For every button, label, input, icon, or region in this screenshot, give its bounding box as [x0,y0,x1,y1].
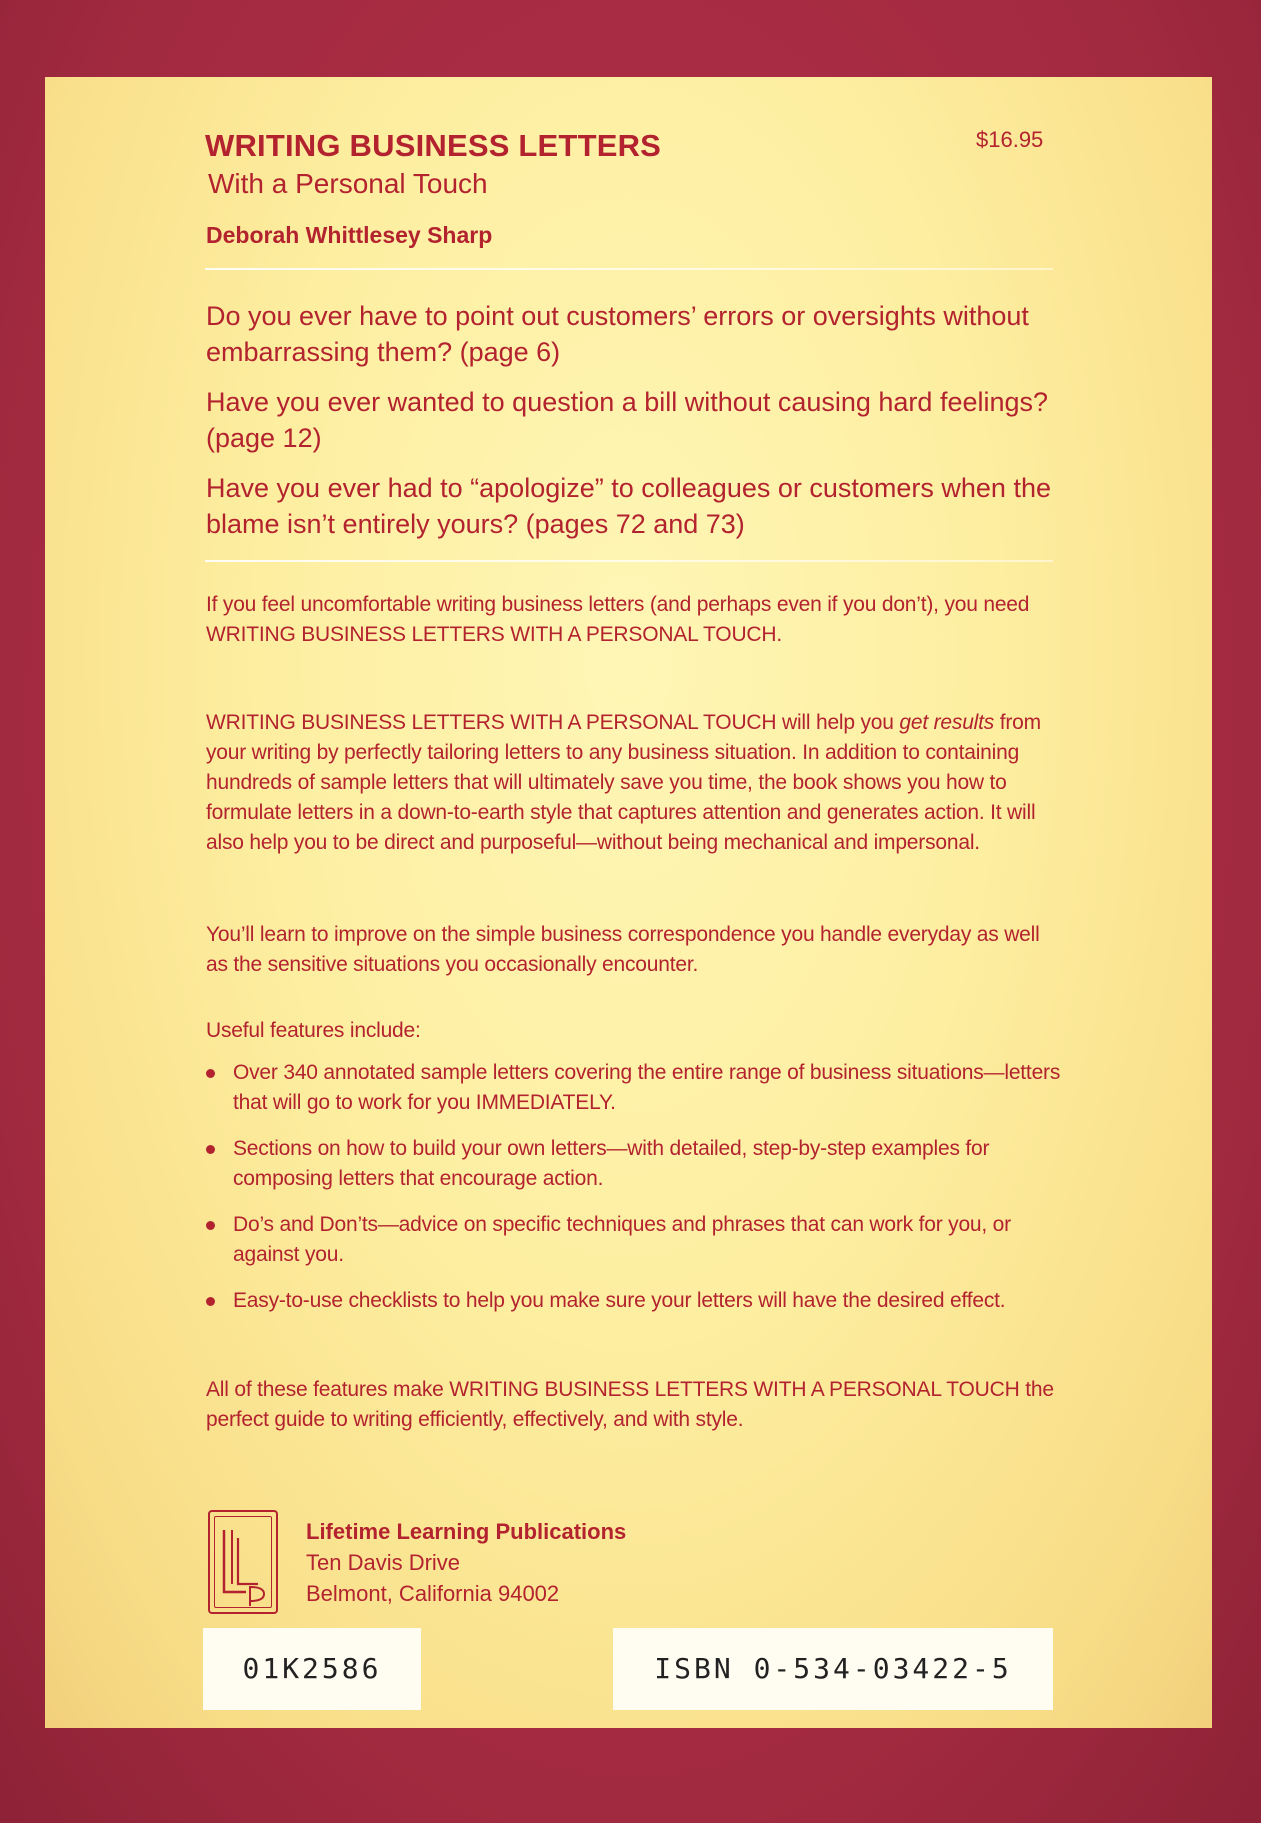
question-item: Have you ever wanted to question a bill without causing hard feelings? (page 12) [206,387,1049,453]
description-text-end: from your writing by perfectly tailoring letters to any business situation. In addition to containing hundreds of sample letters that will ultimately save you time, the book shows you how to formulate letters in a down-to-earth style that captures attention and generates action. It will also help you to be direct and purposeful—without being mechanical and impersonal. [206,711,1041,854]
bullet-icon [206,1145,215,1154]
divider-top [205,268,1053,270]
author-name: Deborah Whittlesey Sharp [206,222,493,248]
bullet-icon [206,1069,215,1078]
bullet-icon [206,1221,215,1230]
feature-text: Over 340 annotated sample letters covering the entire range of business situations—letters that will go to work for you IMMEDIATELY. [233,1061,1061,1114]
stock-code-label [203,1628,421,1710]
feature-item [206,1210,1066,1270]
intro-paragraph: If you feel uncomfortable writing business letters (and perhaps even if you don’t), you need WRITING BUSINESS LETTERS WITH A PERSONAL TOUCH. [206,593,1030,646]
publisher-address-line2: Belmont, California 94002 [306,1581,560,1606]
feature-item [206,1134,1066,1194]
isbn-label [613,1628,1053,1710]
feature-text: Easy-to-use checklists to help you make sure your letters will have the desired effect. [233,1289,1006,1312]
book-subtitle: With a Personal Touch [208,168,488,199]
publisher-name: Lifetime Learning Publications [306,1519,627,1544]
publisher-info [306,1516,626,1609]
isbn-text: ISBN 0-534-03422-5 [654,1652,1012,1685]
feature-item [206,1058,1066,1118]
price-tag: $16.95 [976,127,1044,152]
question-item: Do you ever have to point out customers’ errors or oversights without embarrassing them? (page 6) [206,301,1029,367]
learning-paragraph: You’ll learn to improve on the simple business correspondence you handle everyday as well as the sensitive situations you occasionally encounter. [206,923,1040,976]
description-text-start: WRITING BUSINESS LETTERS WITH A PERSONAL TOUCH will help you [206,711,900,734]
book-title: WRITING BUSINESS LETTERS [205,128,662,163]
question-item: Have you ever had to “apologize” to colleagues or customers when the blame isn’t entirely yours? (pages 72 and 73) [206,473,1051,539]
description-emphasis: get results [899,711,995,734]
stock-code-text: 01K2586 [242,1652,382,1685]
description-paragraph [206,708,1066,858]
bullet-icon [206,1297,215,1306]
publisher-address-line1: Ten Davis Drive [306,1550,461,1575]
feature-text: Sections on how to build your own letters—with detailed, step-by-step examples for composing letters that encourage action. [233,1137,990,1190]
features-intro: Useful features include: [206,1019,421,1042]
feature-item [206,1286,1066,1316]
publisher-logo-icon [208,1510,278,1614]
llp-monogram-icon [210,1512,280,1616]
closing-paragraph: All of these features make WRITING BUSINESS LETTERS WITH A PERSONAL TOUCH the perfect guide to writing efficiently, effectively, and with style. [206,1378,1054,1431]
features-list [206,1058,1066,1332]
divider-middle [205,560,1053,562]
feature-text: Do’s and Don’ts—advice on specific techniques and phrases that can work for you, or against you. [233,1213,1011,1266]
